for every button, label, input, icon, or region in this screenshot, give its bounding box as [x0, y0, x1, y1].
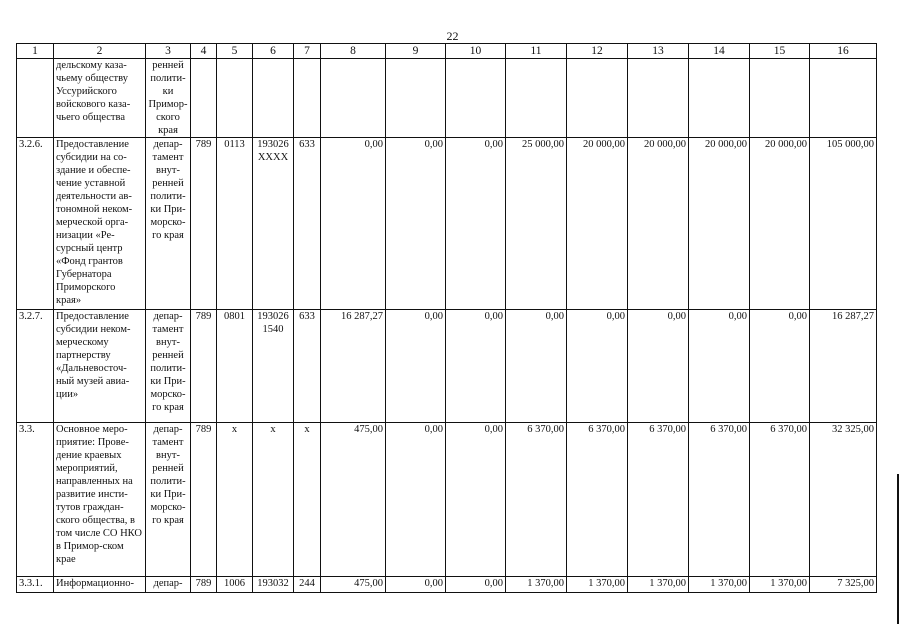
table-row: [17, 59, 877, 138]
value-col-10: [446, 59, 506, 138]
code-expense-type: 633: [294, 138, 321, 310]
value-col-11: 1 370,00: [506, 577, 567, 593]
column-header: 9: [386, 44, 446, 59]
code-target: 193026 1540: [253, 310, 294, 423]
column-header: 5: [217, 44, 253, 59]
value-col-9: 0,00: [386, 138, 446, 310]
row-number: 3.3.: [17, 423, 54, 577]
code-ministry: 789: [191, 577, 217, 593]
value-col-15: 0,00: [750, 310, 810, 423]
row-name: Предоставление субсидии на со-здание и обеспе-чение уставной деятельности ав-тономной неком-мерческой орга-низации «Ре-сурсный центр «Фонд грантов Губернатора Приморского края»: [54, 138, 146, 310]
value-col-14: [689, 59, 750, 138]
row-organization: депар-тамент внут-ренней полити-ки При-морско-го края: [146, 138, 191, 310]
value-col-16: 16 287,27: [810, 310, 877, 423]
value-col-8: 16 287,27: [321, 310, 386, 423]
value-col-12: 1 370,00: [567, 577, 628, 593]
value-col-12: 0,00: [567, 310, 628, 423]
row-name: дельскому каза-чьему обществу Уссурийского войскового каза-чьего общества: [54, 59, 146, 138]
value-col-15: 20 000,00: [750, 138, 810, 310]
value-col-8: 475,00: [321, 423, 386, 577]
margin-line: [897, 474, 901, 624]
header-row: [17, 44, 877, 59]
code-expense-type: x: [294, 423, 321, 577]
table-row: [17, 577, 877, 593]
value-col-9: [386, 59, 446, 138]
value-col-14: 6 370,00: [689, 423, 750, 577]
page-number: 22: [446, 29, 459, 43]
column-header: 3: [146, 44, 191, 59]
value-col-14: 0,00: [689, 310, 750, 423]
row-name: Основное меро-приятие: Прове-дение краевых мероприятий, направленных на развитие инсти-тутов граждан-ского общества, в том числе СО НКО в Примор-ском крае: [54, 423, 146, 577]
value-col-10: 0,00: [446, 310, 506, 423]
budget-table: [16, 43, 877, 593]
value-col-16: 105 000,00: [810, 138, 877, 310]
value-col-8: 0,00: [321, 138, 386, 310]
table-row: [17, 138, 877, 310]
column-header: 11: [506, 44, 567, 59]
code-section: [217, 59, 253, 138]
value-col-11: 25 000,00: [506, 138, 567, 310]
value-col-16: [810, 59, 877, 138]
row-number: 3.2.7.: [17, 310, 54, 423]
column-header: 13: [628, 44, 689, 59]
table-row: [17, 310, 877, 423]
column-header: 6: [253, 44, 294, 59]
code-section: x: [217, 423, 253, 577]
code-section: 1006: [217, 577, 253, 593]
value-col-13: 1 370,00: [628, 577, 689, 593]
code-ministry: 789: [191, 310, 217, 423]
code-ministry: 789: [191, 138, 217, 310]
row-organization: депар-тамент внут-ренней полити-ки При-морско-го края: [146, 423, 191, 577]
value-col-9: 0,00: [386, 423, 446, 577]
value-col-14: 20 000,00: [689, 138, 750, 310]
column-header: 7: [294, 44, 321, 59]
value-col-10: 0,00: [446, 577, 506, 593]
value-col-11: [506, 59, 567, 138]
code-target: x: [253, 423, 294, 577]
value-col-13: [628, 59, 689, 138]
value-col-11: 6 370,00: [506, 423, 567, 577]
row-number: [17, 59, 54, 138]
row-organization: депар-: [146, 577, 191, 593]
value-col-16: 32 325,00: [810, 423, 877, 577]
value-col-11: 0,00: [506, 310, 567, 423]
column-header: 16: [810, 44, 877, 59]
value-col-10: 0,00: [446, 423, 506, 577]
value-col-8: 475,00: [321, 577, 386, 593]
code-expense-type: 244: [294, 577, 321, 593]
row-name: Предоставление субсидии неком-мерческому партнерству «Дальневосточ-ный музей авиа-ции»: [54, 310, 146, 423]
code-target: 193026 XXXX: [253, 138, 294, 310]
column-header: 2: [54, 44, 146, 59]
code-section: 0801: [217, 310, 253, 423]
code-expense-type: [294, 59, 321, 138]
code-ministry: 789: [191, 423, 217, 577]
row-organization: депар-тамент внут-ренней полити-ки При-морско-го края: [146, 310, 191, 423]
value-col-9: 0,00: [386, 310, 446, 423]
column-header: 10: [446, 44, 506, 59]
value-col-8: [321, 59, 386, 138]
code-target: 193032: [253, 577, 294, 593]
row-organization: ренней полити-ки Примор-ского края: [146, 59, 191, 138]
column-header: 15: [750, 44, 810, 59]
row-number: 3.2.6.: [17, 138, 54, 310]
row-number: 3.3.1.: [17, 577, 54, 593]
value-col-10: 0,00: [446, 138, 506, 310]
code-expense-type: 633: [294, 310, 321, 423]
code-section: 0113: [217, 138, 253, 310]
code-target: [253, 59, 294, 138]
value-col-12: 6 370,00: [567, 423, 628, 577]
value-col-15: 6 370,00: [750, 423, 810, 577]
value-col-13: 6 370,00: [628, 423, 689, 577]
table-row: [17, 423, 877, 577]
column-header: 14: [689, 44, 750, 59]
column-header: 12: [567, 44, 628, 59]
value-col-15: [750, 59, 810, 138]
column-header: 4: [191, 44, 217, 59]
value-col-16: 7 325,00: [810, 577, 877, 593]
value-col-12: 20 000,00: [567, 138, 628, 310]
value-col-15: 1 370,00: [750, 577, 810, 593]
value-col-13: 0,00: [628, 310, 689, 423]
row-name: Информационно-: [54, 577, 146, 593]
value-col-12: [567, 59, 628, 138]
value-col-13: 20 000,00: [628, 138, 689, 310]
column-header: 8: [321, 44, 386, 59]
value-col-14: 1 370,00: [689, 577, 750, 593]
code-ministry: [191, 59, 217, 138]
value-col-9: 0,00: [386, 577, 446, 593]
column-header: 1: [17, 44, 54, 59]
